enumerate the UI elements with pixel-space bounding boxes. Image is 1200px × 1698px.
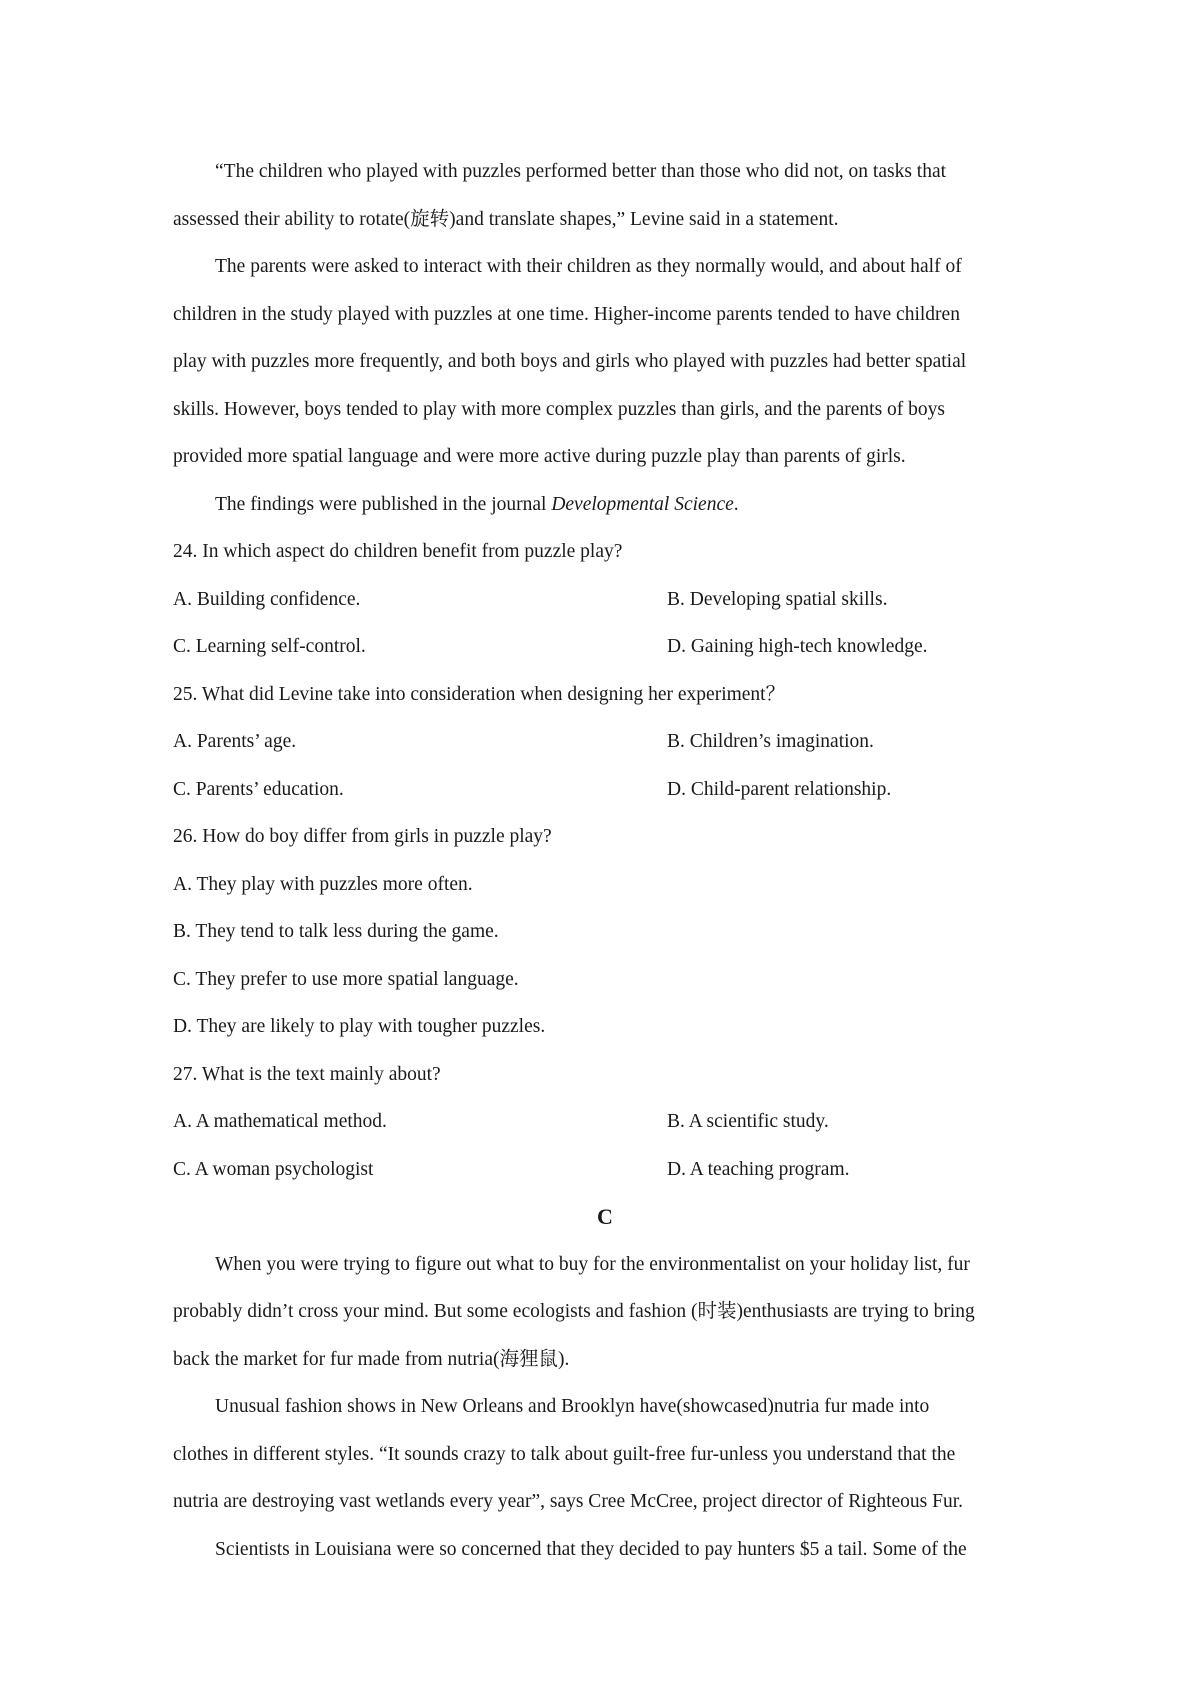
option-row (173, 718, 1037, 766)
paragraph-line: clothes in different styles. “It sounds crazy to talk about guilt-free fur-unless you understand that the (173, 1443, 956, 1465)
option: D. Gaining high-tech knowledge. (667, 636, 928, 657)
question-stem: 24. In which aspect do children benefit from puzzle play? (173, 541, 623, 562)
paragraph-line: assessed their ability to rotate(旋转)and translate shapes,” Levine said in a statement. (173, 208, 839, 230)
option-row (173, 623, 1037, 671)
option-row (173, 1146, 1037, 1194)
option: D. A teaching program. (667, 1158, 850, 1180)
option: D. Child-parent relationship. (667, 778, 892, 800)
option: B. They tend to talk less during the game. (173, 921, 499, 942)
section-heading: C (597, 1204, 613, 1229)
option: D. They are likely to play with tougher puzzles. (173, 1016, 546, 1037)
document-page (173, 148, 1037, 1573)
option: C. Parents’ education. (173, 778, 344, 800)
option: C. A woman psychologist (173, 1158, 374, 1180)
option: A. Parents’ age. (173, 731, 297, 752)
option-row (173, 576, 1037, 624)
option: C. Learning self-control. (173, 636, 366, 657)
paragraph-line: probably didn’t cross your mind. But some ecologists and fashion (时装)enthusiasts are trying to bring (173, 1301, 975, 1322)
question-stem: 27. What is the text mainly about? (173, 1063, 441, 1085)
option: B. Developing spatial skills. (667, 588, 888, 610)
paragraph-line: skills. However, boys tended to play with more complex puzzles than girls, and the parents of boys (173, 398, 946, 420)
option: A. A mathematical method. (173, 1111, 387, 1132)
option: B. A scientific study. (667, 1111, 829, 1132)
findings-prefix: The findings were published in the journal (215, 493, 552, 515)
option: C. They prefer to use more spatial language. (173, 968, 519, 990)
paragraph-line: Scientists in Louisiana were so concerned that they decided to pay hunters $5 a tail. Some of the (215, 1538, 967, 1560)
option: B. Children’s imagination. (667, 731, 874, 752)
findings-suffix: . (733, 493, 739, 515)
paragraph-line: provided more spatial language and were more active during puzzle play than parents of girls. (173, 446, 906, 467)
paragraph-line: Unusual fashion shows in New Orleans and Brooklyn have(showcased)nutria fur made into (215, 1396, 930, 1417)
findings-line (173, 481, 1037, 529)
option-row (173, 1098, 1037, 1146)
option: A. Building confidence. (173, 588, 361, 610)
paragraph-line: play with puzzles more frequently, and both boys and girls who played with puzzles had better spatial (173, 351, 967, 372)
paragraph-line: back the market for fur made from nutria(海狸鼠). (173, 1348, 570, 1370)
journal-name: Developmental Science (551, 493, 734, 515)
option-row (173, 766, 1037, 814)
paragraph-line: The parents were asked to interact with their children as they normally would, and about half of (215, 256, 962, 277)
paragraph-line: children in the study played with puzzles at one time. Higher-income parents tended to have children (173, 303, 960, 325)
paragraph-line: nutria are destroying vast wetlands every year”, says Cree McCree, project director of Righteous Fur. (173, 1491, 964, 1512)
paragraph-line: “The children who played with puzzles performed better than those who did not, on tasks that (215, 161, 947, 182)
question-stem: 26. How do boy differ from girls in puzzle play? (173, 826, 552, 847)
paragraph-line: When you were trying to figure out what to buy for the environmentalist on your holiday list, fur (215, 1253, 970, 1275)
option: A. They play with puzzles more often. (173, 873, 473, 895)
question-stem: 25. What did Levine take into consideration when designing her experiment？ (173, 683, 786, 705)
